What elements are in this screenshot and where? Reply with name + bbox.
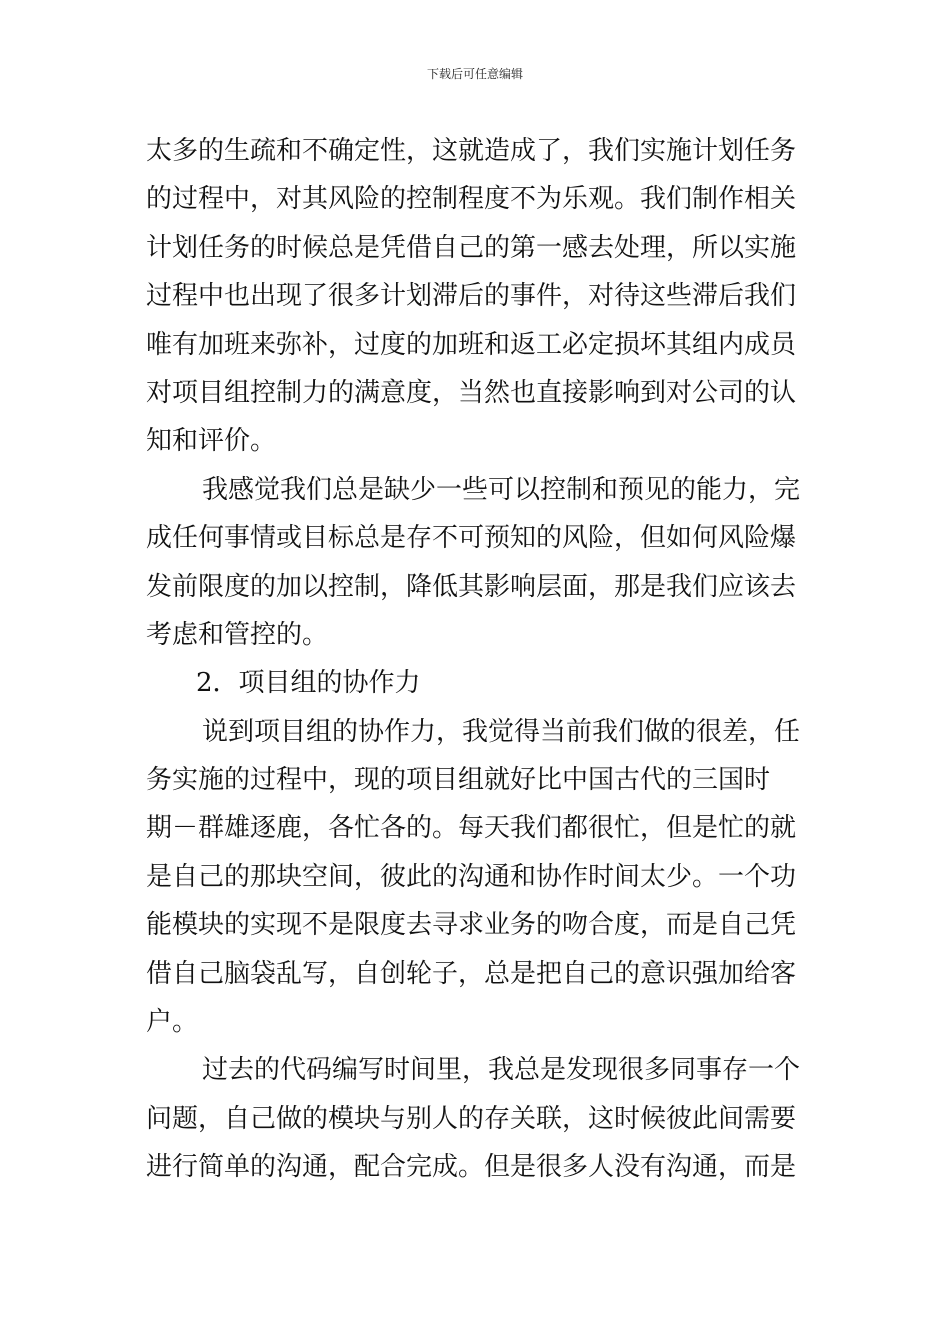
text-line: 过程中也出现了很多计划滞后的事件，对待这些滞后我们	[146, 281, 797, 312]
text-line: 期－群雄逐鹿，各忙各的。每天我们都很忙，但是忙的就	[146, 813, 797, 844]
paragraph	[146, 127, 810, 466]
text-line: 借自己脑袋乱写，自创轮子，总是把自己的意识强加给客	[146, 958, 797, 989]
text-line: 的过程中，对其风险的控制程度不为乐观。我们制作相关	[146, 184, 797, 215]
text-line: 务实施的过程中，现的项目组就好比中国古代的三国时	[146, 765, 771, 796]
text-line: 发前限度的加以控制，降低其影响层面，那是我们应该去	[146, 571, 797, 602]
paragraph	[146, 708, 810, 1047]
text-line: 进行简单的沟通，配合完成。但是很多人没有沟通，而是	[146, 1152, 797, 1183]
text-line: 计划任务的时候总是凭借自己的第一感去处理，所以实施	[146, 232, 797, 263]
text-line: 成任何事情或目标总是存不可预知的风险，但如何风险爆	[146, 523, 797, 554]
text-line: 说到项目组的协作力，我觉得当前我们做的很差，任	[202, 716, 801, 747]
text-line: 户。	[146, 1007, 199, 1038]
text-line: 过去的代码编写时间里，我总是发现很多同事存一个	[202, 1055, 801, 1086]
text-line: 考虑和管控的。	[146, 619, 329, 650]
text-line: 唯有加班来弥补，过度的加班和返工必定损坏其组内成员	[146, 329, 797, 360]
text-line: 是自己的那块空间，彼此的沟通和协作时间太少。一个功	[146, 861, 797, 892]
document-body	[146, 127, 810, 1192]
paragraph	[146, 466, 810, 660]
paragraph	[146, 1046, 810, 1191]
text-line: 知和评价。	[146, 426, 277, 457]
page-header: 下载后可任意编辑	[426, 67, 523, 81]
text-line: 对项目组控制力的满意度，当然也直接影响到对公司的认	[146, 377, 797, 408]
text-line: 太多的生疏和不确定性，这就造成了，我们实施计划任务	[146, 136, 797, 166]
text-line: 能模块的实现不是限度去寻求业务的吻合度，而是自己凭	[146, 910, 797, 941]
section-heading: 2．项目组的协作力	[196, 668, 421, 699]
text-line: 我感觉我们总是缺少一些可以控制和预见的能力，完	[202, 474, 801, 505]
text-line: 问题，自己做的模块与别人的存关联，这时候彼此间需要	[146, 1103, 797, 1134]
